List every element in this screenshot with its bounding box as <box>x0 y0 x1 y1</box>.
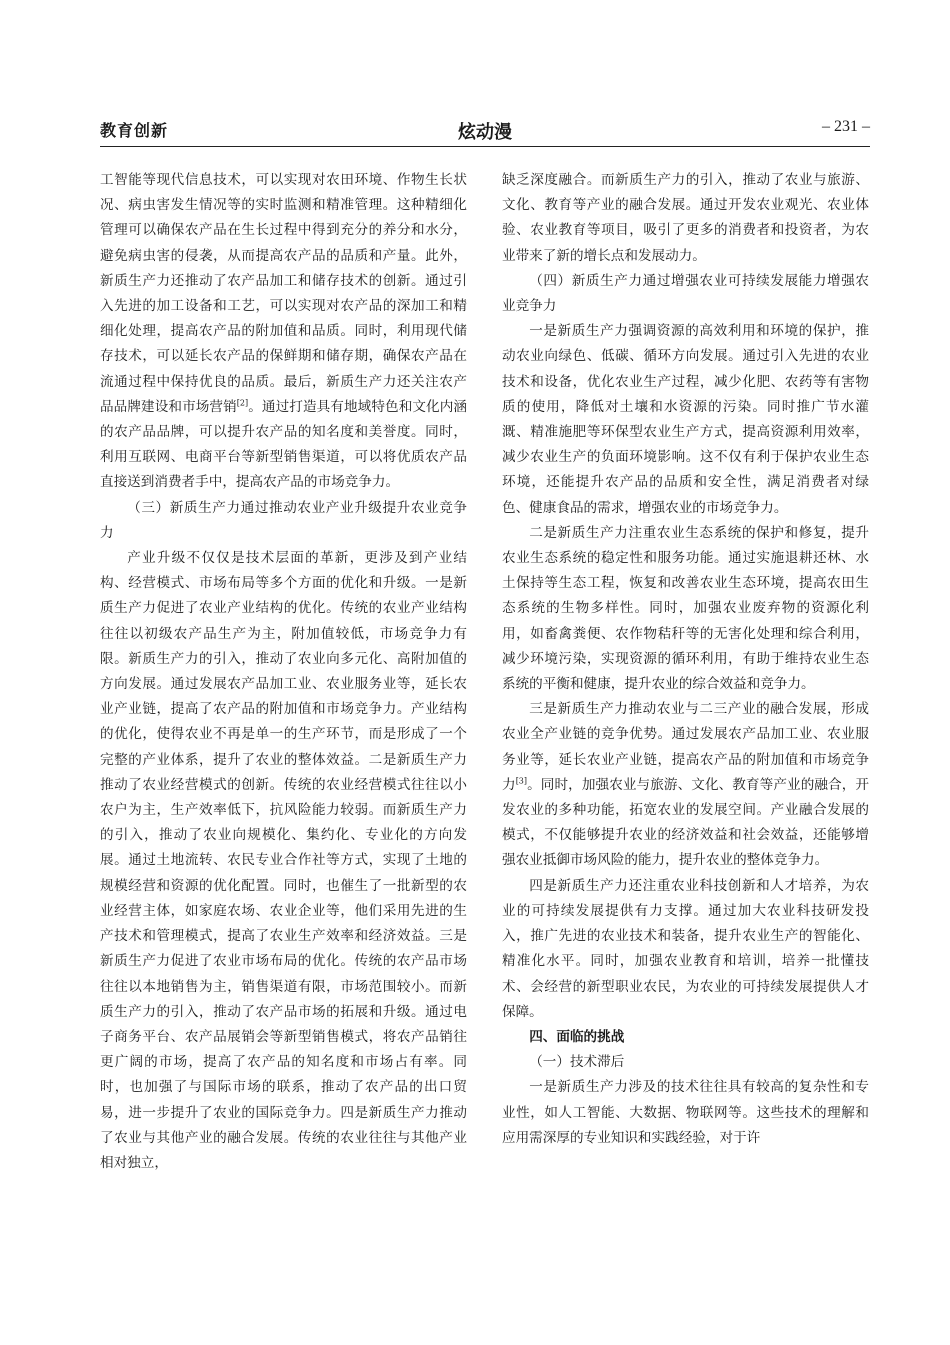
left-column <box>100 168 467 1298</box>
paragraph-text: 工智能等现代信息技术，可以实现对农田环境、作物生长状况、病虫害发生情况等的实时监测和精准管理。这种精细化管理可以确保农产品在生长过程中得到充分的养分和水分，避免病虫害的侵袭，从而提高农产品的品质和产量。此外，新质生产力还推动了农产品加工和储存技术的创新。通过引入先进的加工设备和工艺，可以实现对农产品的深加工和精细化处理，提高农产品的附加值和品质。同时，利用现代储存技术，可以延长农产品的保鲜期和储存期，确保农产品在流通过程中保持优良的品质。最后，新质生产力还关注农产品品牌建设和市场营销 <box>100 172 467 415</box>
subsection-heading: （四）新质生产力通过增强农业可持续发展能力增强农业竞争力 <box>502 272 869 315</box>
paragraph <box>100 168 467 496</box>
paragraph: 缺乏深度融合。而新质生产力的引入，推动了农业与旅游、文化、教育等产业的融合发展。通过开发农业观光、农业体验、农业教育等项目，吸引了更多的消费者和投资者，为农业带来了新的增长点和发展动力。 <box>502 172 869 264</box>
running-header <box>100 118 870 148</box>
journal-title: 炫动漫 <box>458 122 512 143</box>
paragraph-text: 。通过打造具有地域特色和文化内涵的农产品品牌，可以提升农产品的知名度和美誉度。同时，利用互联网、电商平台等新型销售渠道，可以将优质农产品直接送到消费者手中，提高农产品的市场竞争力。 <box>100 398 467 491</box>
paragraph: 产业升级不仅仅是技术层面的革新，更涉及到产业结构、经营模式、市场布局等多个方面的优化和升级。一是新质生产力促进了农业产业结构的优化。传统的农业产业结构往往以初级农产品生产为主，附加值较低，市场竞争力有限。新质生产力的引入，推动了农业向多元化、高附加值的方向发展。通过发展农产品加工业、农业服务业等，延长农业产业链，提高了农产品的附加值和市场竞争力。产业结构的优化，使得农业不再是单一的生产环节，而是形成了一个完整的产业体系，提升了农业的整体效益。二是新质生产力推动了农业经营模式的创新。传统的农业经营模式往往以小农户为主，生产效率低下，抗风险能力较弱。而新质生产力的引入，推动了农业向规模化、集约化、专业化的方向发展。通过土地流转、农民专业合作社等方式，实现了土地的规模经营和资源的优化配置。同时，也催生了一批新型的农业经营主体，如家庭农场、农业企业等，他们采用先进的生产技术和管理模式，提高了农业生产效率和经济效益。三是新质生产力促进了农业市场布局的优化。传统的农产品市场往往以本地销售为主，销售渠道有限，市场范围较小。而新质生产力的引入，推动了农产品市场的拓展和升级。通过电子商务平台、农产品展销会等新型销售模式，将农产品销往更广阔的市场，提高了农产品的知名度和市场占有率。同时，也加强了与国际市场的联系，推动了农产品的出口贸易，进一步提升了农业的国际竞争力。四是新质生产力推动了农业与其他产业的融合发展。传统的农业往往与其他产业相对独立， <box>100 550 467 1171</box>
journal-section-label: 教育创新 <box>100 121 169 140</box>
page-number: – 231 – <box>822 118 870 135</box>
paragraph: 四是新质生产力还注重农业科技创新和人才培养，为农业的可持续发展提供有力支撑。通过加大农业科技研发投入，推广先进的农业技术和装备，提升农业生产的智能化、精准化水平。同时，加强农业教育和培训，培养一批懂技术、会经营的新型职业农民，为农业的可持续发展提供人才保障。 <box>502 877 869 1020</box>
subsection-heading: （三）新质生产力通过推动农业产业升级提升农业竞争力 <box>100 499 467 541</box>
paragraph: 一是新质生产力强调资源的高效利用和环境的保护，推动农业向绿色、低碳、循环方向发展。通过引入先进的农业技术和设备，优化农业生产过程，减少化肥、农药等有害物质的使用，降低对土壤和水资源的污染。同时推广节水灌溉、精准施肥等环保型农业生产方式，提高资源利用效率，减少农业生产的负面环境影响。这不仅有利于保护农业生态环境，还能提升农产品的品质和安全性，满足消费者对绿色、健康食品的需求，增强农业的市场竞争力。 <box>502 323 869 516</box>
right-column <box>502 168 869 1298</box>
header-rule <box>100 146 870 147</box>
citation-ref: [2] <box>236 398 249 408</box>
paragraph: 二是新质生产力注重农业生态系统的保护和修复，提升农业生态系统的稳定性和服务功能。通过实施退耕还林、水土保持等生态工程，恢复和改善农业生态环境，提高农田生态系统的生物多样性。同时，加强农业废弃物的资源化利用，如畜禽粪便、农作物秸秆等的无害化处理和综合利用，减少环境污染，实现资源的循环利用，有助于维持农业生态系统的平衡和健康，提升农业的综合效益和竞争力。 <box>502 524 869 693</box>
paragraph <box>502 697 869 873</box>
paragraph-text: 。同时，加强农业与旅游、文化、教育等产业的融合，开发农业的多种功能，拓宽农业的发展空间。产业融合发展的模式，不仅能够提升农业的经济效益和社会效益，还能够增强农业抵御市场风险的能力，提升农业的整体竞争力。 <box>502 776 869 869</box>
paragraph: 一是新质生产力涉及的技术往往具有较高的复杂性和专业性，如人工智能、大数据、物联网等。这些技术的理解和应用需深厚的专业知识和实践经验，对于许 <box>502 1079 869 1146</box>
subsection-heading: （一）技术滞后 <box>529 1054 625 1071</box>
paragraph-text: 三是新质生产力推动农业与二三产业的融合发展，形成农业全产业链的竞争优势。通过发展农产品加工业、农业服务业等，延长农业产业链，提高农产品的附加值和市场竞争力 <box>502 701 869 793</box>
section-heading: 四、面临的挑战 <box>529 1028 625 1045</box>
citation-ref: [3] <box>515 776 528 786</box>
